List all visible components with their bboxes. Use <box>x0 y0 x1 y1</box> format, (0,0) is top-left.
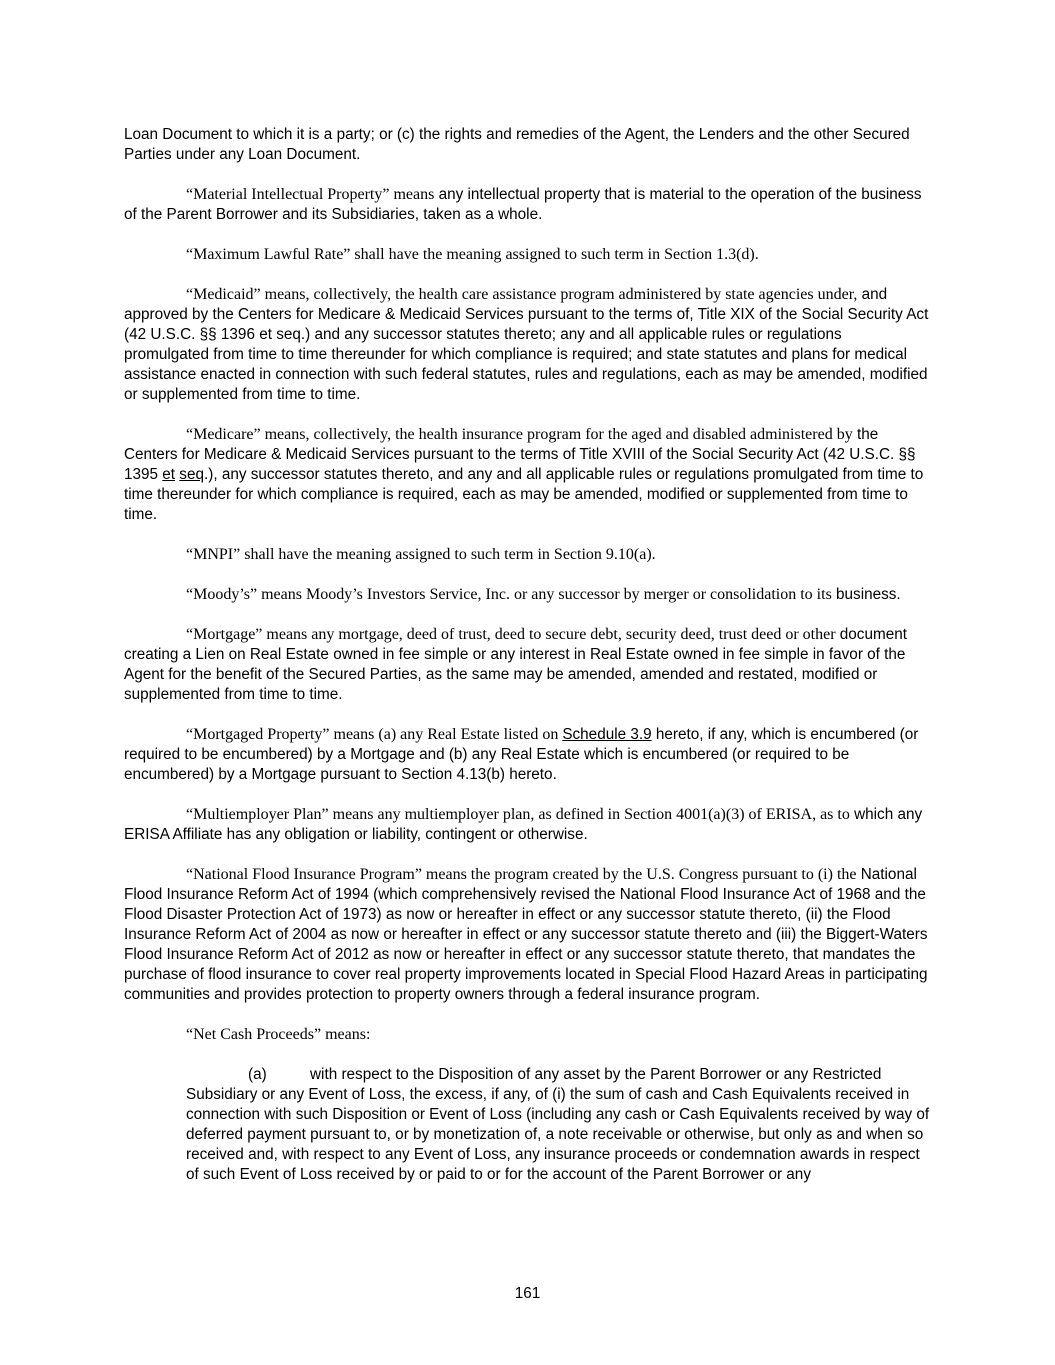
definition-multiemployer-plan <box>124 805 930 845</box>
definition-text: any intellectual property that is material to the operation of the business of the Parent Borrower and its Subsidiaries, taken as a whole. <box>124 186 922 223</box>
clause-number: (a) <box>248 1066 267 1083</box>
definition-net-cash-proceeds <box>124 1025 930 1045</box>
definition-term: “Multiemployer Plan” means any multiemployer plan, as defined in Section 4001(a)(3) of ERISA, as to <box>186 806 850 823</box>
definition-text: and approved by the Centers for Medicare & Medicaid Services pursuant to the terms of, Title XIX of the Social Security Act (42 U.S.C. §§ 1396 et seq.) and any successor statutes thereto; any and all applicable rules or regulations promulgated from time to time thereunder for which compliance is required; and state statutes and plans for medical assistance enacted in connection with such federal statutes, rules and regulations, each as may be amended, modified or supplemented from time to time. <box>124 286 929 403</box>
definition-text: business. <box>831 586 901 603</box>
definition-medicaid <box>124 285 930 405</box>
definition-maximum-lawful-rate <box>124 245 930 265</box>
definition-text-cont: .), any successor statutes thereto, and any and all applicable rules or regulations promulgated from time to time thereunder for which compliance is required, each as may be amended, modified or supplemented from time to time. <box>124 466 924 523</box>
definition-text: which any ERISA Affiliate has any obligation or liability, contingent or otherwise. <box>124 806 923 843</box>
definition-text: hereto, if any, which is encumbered (or required to be encumbered) by a Mortgage and (b) any Real Estate which is encumbered (or required to be encumbered) by a Mortgage pursuant to Section 4.13(b) hereto. <box>124 726 919 783</box>
page-number: 161 <box>514 1285 541 1302</box>
definition-term: “MNPI” shall have the meaning assigned to such term in Section 9.10(a). <box>186 546 656 563</box>
definition-term: “National Flood Insurance Program” means the program created by the U.S. Congress pursuant to (i) the <box>186 866 857 883</box>
definition-term: “Moody’s” means Moody’s Investors Service, Inc. or any successor by merger or consolidation to its <box>186 586 832 603</box>
definition-mortgage <box>124 625 930 705</box>
definition-term: “Material Intellectual Property” means <box>186 186 435 203</box>
definition-term: “Maximum Lawful Rate” shall have the meaning assigned to such term in Section 1.3(d). <box>186 246 759 263</box>
et-underlined: et <box>162 466 176 483</box>
paragraph-text: Loan Document to which it is a party; or (c) the rights and remedies of the Agent, the Lenders and the other Secured Parties under any Loan Document. <box>124 126 910 163</box>
definition-national-flood-insurance-program <box>124 865 930 1005</box>
definition-term: “Mortgage” means any mortgage, deed of trust, deed to secure debt, security deed, trust deed or other <box>186 626 836 643</box>
definition-moodys <box>124 585 930 605</box>
schedule-reference-link: Schedule 3.9 <box>562 726 652 743</box>
definition-mnpi <box>124 545 930 565</box>
definition-term: “Net Cash Proceeds” means: <box>186 1026 371 1043</box>
definition-mortgaged-property <box>124 725 930 785</box>
definition-text: National Flood Insurance Reform Act of 1994 (which comprehensively revised the National Flood Insurance Act of 1968 and the Flood Disaster Protection Act of 1973) as now or hereafter in effect or any successor statute thereto, (ii) the Flood Insurance Reform Act of 2004 as now or hereafter in effect or any successor statute thereto and (iii) the Biggert-Waters Flood Insurance Reform Act of 2012 as now or hereafter in effect or any successor statute thereto, that mandates the purchase of flood insurance to cover real property improvements located in Special Flood Hazard Areas in participating communities and provides protection to property owners through a federal insurance program. <box>124 866 928 1003</box>
definition-material-intellectual-property <box>124 185 930 225</box>
document-page <box>124 125 930 1185</box>
paragraph-loan-document-continuation <box>124 125 930 165</box>
definition-text: the Centers for Medicare & Medicaid Services pursuant to the terms of Title XVIII of the Social Security Act (42 U.S.C. §§ 1395 <box>124 426 916 483</box>
seq-underlined: seq <box>179 466 204 483</box>
definition-term: “Mortgaged Property” means (a) any Real Estate listed on <box>186 726 563 743</box>
clause-a <box>186 1065 930 1185</box>
definition-medicare <box>124 425 930 525</box>
definition-text: document creating a Lien on Real Estate owned in fee simple or any interest in Real Estate owned in fee simple in favor of the Agent for the benefit of the Secured Parties, as the same may be amended, amended and restated, modified or supplemented from time to time. <box>124 626 907 703</box>
definition-term: “Medicaid” means, collectively, the health care assistance program administered by state agencies under, <box>186 286 858 303</box>
definition-term: “Medicare” means, collectively, the health insurance program for the aged and disabled administered by <box>186 426 853 443</box>
clause-text: with respect to the Disposition of any asset by the Parent Borrower or any Restricted Subsidiary or any Event of Loss, the excess, if any, of (i) the sum of cash and Cash Equivalents received in connection with such Disposition or Event of Loss (including any cash or Cash Equivalents received by way of deferred payment pursuant to, or by monetization of, a note receivable or otherwise, but only as and when so received and, with respect to any Event of Loss, any insurance proceeds or condemnation awards in respect of such Event of Loss received by or paid to or for the account of the Parent Borrower or any <box>186 1066 930 1183</box>
